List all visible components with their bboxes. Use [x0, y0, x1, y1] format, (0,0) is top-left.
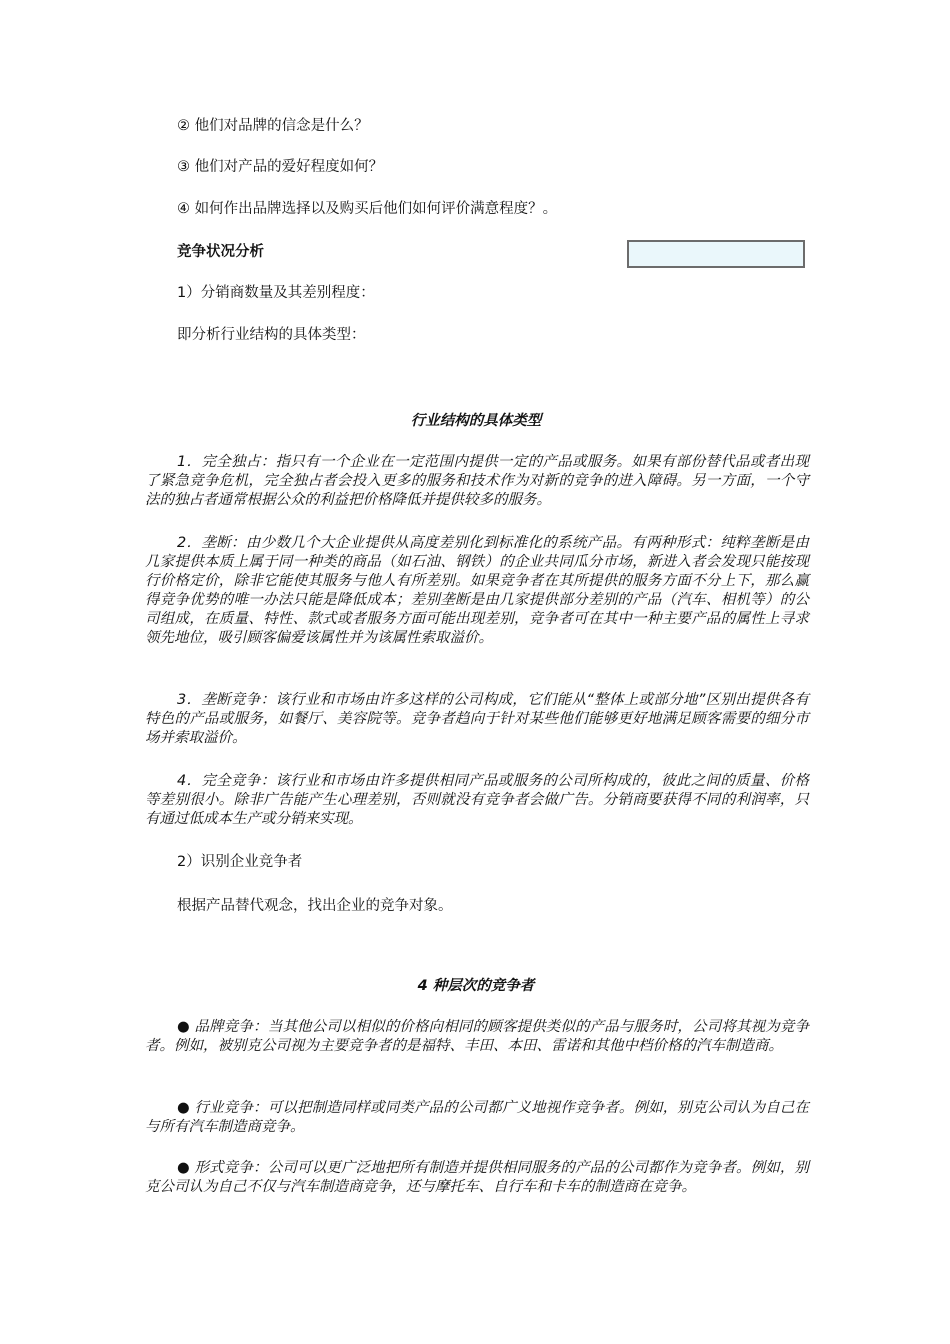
subsection-heading-distributors: 1）分销商数量及其差别程度： — [177, 285, 375, 301]
question-item-2: ② 他们对品牌的信念是什么？ — [177, 118, 369, 134]
paragraph-perfect-competition: 4．完全竞争：该行业和市场由许多提供相同产品或服务的公司所构成的，彼此之间的质量、价格等差别很小。除非广告能产生心理差别，否则就没有竞争者会做广告。分销商要获得不同的利润率，只有通过低成本生产或分销来实现。 — [145, 773, 809, 827]
industry-structure-heading: 行业结构的具体类型 — [410, 413, 542, 429]
question-item-4: ④ 如何作出品牌选择以及购买后他们如何评价满意程度？。 — [177, 201, 558, 217]
subsection-intro-competitors: 根据产品替代观念，找出企业的竞争对象。 — [177, 898, 453, 914]
paragraph-oligopoly: 2．垄断：由少数几个大企业提供从高度差别化到标准化的系统产品。有两种形式：纯粹垄断是由几家提供本质上属于同一种类的商品（如石油、钢铁）的企业共同瓜分市场，新进入者会发现只能按现行价格定价，除非它能使其服务与他人有所差别。如果竞争者在其所提供的服务方面不分上下，那么赢得竞争优势的唯一办法只能是降低成本；差别垄断是由几家提供部分差别的产品（汽车、相机等）的公司组成，在质量、特性、款式或者服务方面可能出现差别，竞争者可在其中一种主要产品的属性上寻求领先地位，吸引顾客偏爱该属性并为该属性索取溢价。 — [145, 535, 809, 646]
competitor-levels-heading: 4 种层次的竞争者 — [417, 978, 535, 994]
paragraph-industry-competition: ● 行业竞争：可以把制造同样或同类产品的公司都广义地视作竞争者。例如，别克公司认为自己在与所有汽车制造商竞争。 — [145, 1100, 809, 1135]
paragraph-brand-competition: ● 品牌竞争：当其他公司以相似的价格向相同的顾客提供类似的产品与服务时，公司将其视为竞争者。例如，被别克公司视为主要竞争者的是福特、丰田、本田、雷诺和其他中档价格的汽车制造商。 — [145, 1019, 809, 1054]
subsection-heading-competitors: 2）识别企业竞争者 — [177, 854, 303, 870]
question-item-3: ③ 他们对产品的爱好程度如何？ — [177, 159, 384, 175]
paragraph-form-competition: ● 形式竞争：公司可以更广泛地把所有制造并提供相同服务的产品的公司都作为竞争者。例如，别克公司认为自己不仅与汽车制造商竞争，还与摩托车、自行车和卡车的制造商在竞争。 — [145, 1160, 809, 1195]
subsection-intro: 即分析行业结构的具体类型： — [177, 327, 366, 343]
section-title: 竞争状况分析 — [177, 244, 264, 260]
paragraph-complete-monopoly: 1．完全独占：指只有一个企业在一定范围内提供一定的产品或服务。如果有部份替代品或者出现了紧急竞争危机，完全独占者会投入更多的服务和技术作为对新的竞争的进入障碍。另一方面，一个守法的独占者通常根据公众的利益把价格降低并提供较多的服务。 — [145, 454, 809, 508]
empty-text-box — [627, 240, 805, 268]
paragraph-monopolistic-competition: 3．垄断竞争：该行业和市场由许多这样的公司构成，它们能从“整体上或部分地”区别出提供各有特色的产品或服务，如餐厅、美容院等。竞争者趋向于针对某些他们能够更好地满足顾客需要的细分市场并索取溢价。 — [145, 692, 809, 746]
